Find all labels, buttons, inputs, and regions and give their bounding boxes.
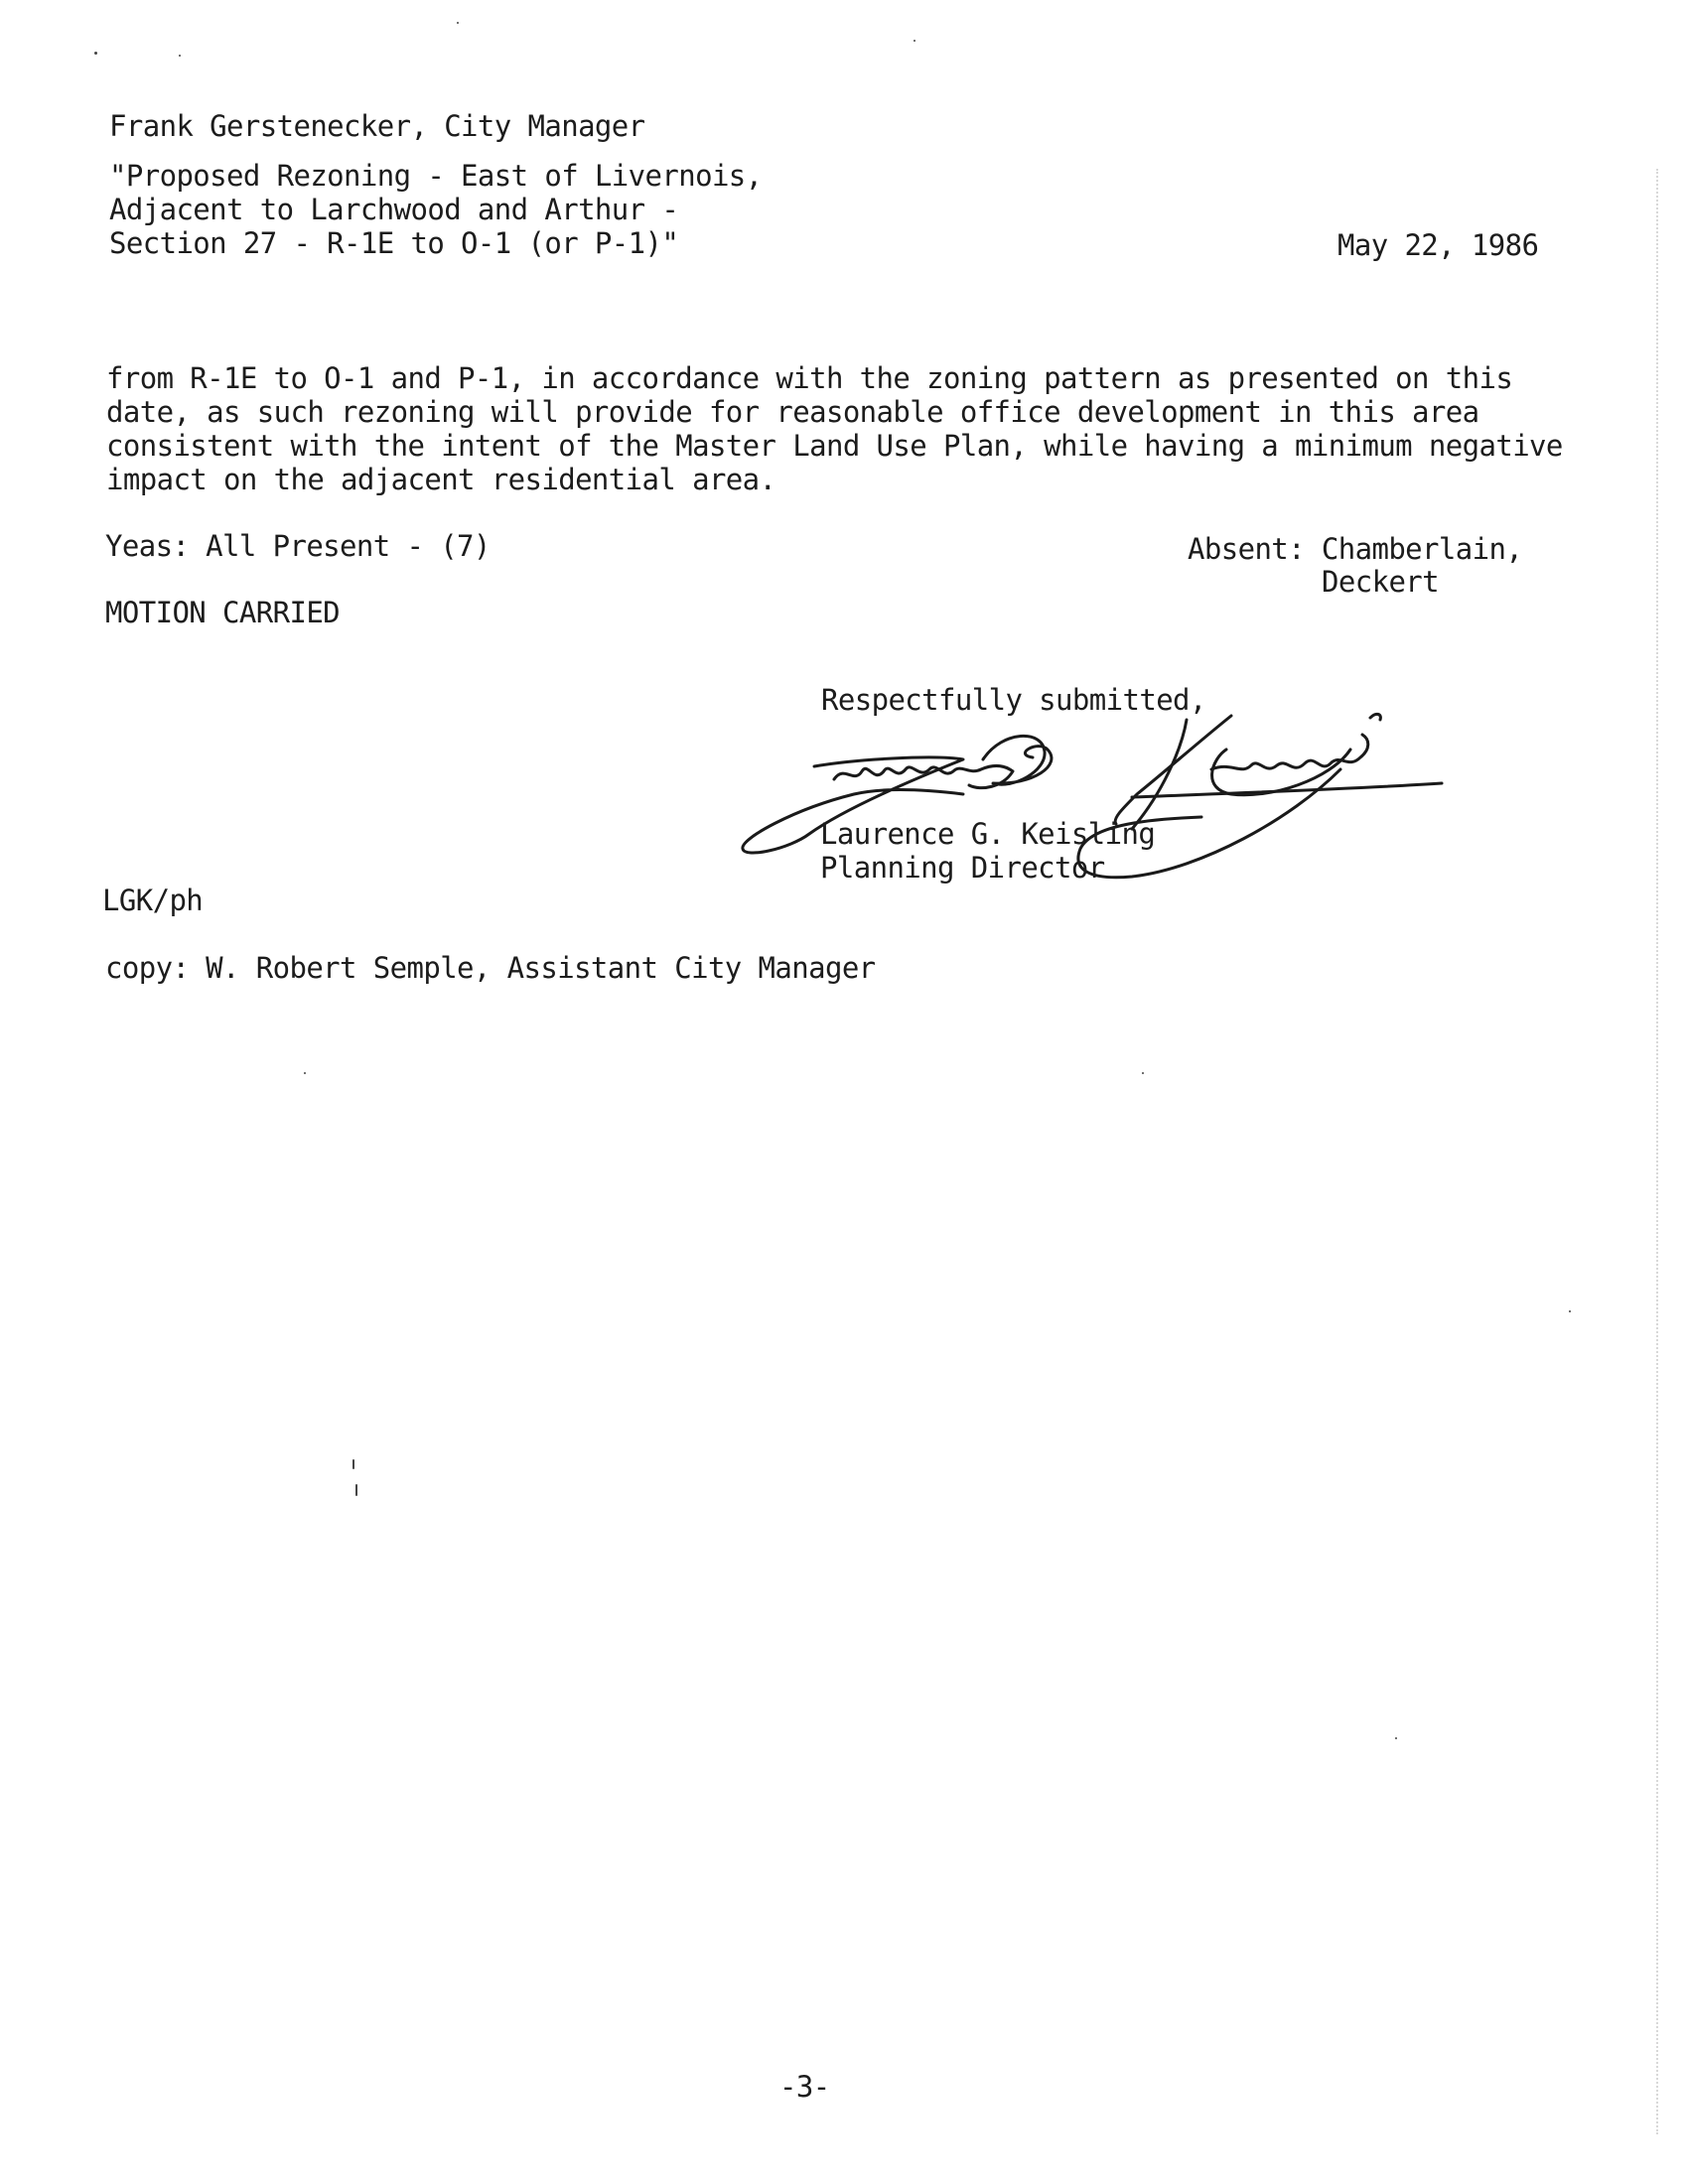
subject-line-1: "Proposed Rezoning - East of Livernois, [109, 159, 763, 193]
scan-speck [914, 40, 915, 42]
body-line-1: from R-1E to O-1 and P-1, in accordance with the zoning pattern as presented on this [106, 361, 1513, 395]
subject-block [109, 159, 763, 260]
typist-initials: LGK/ph [102, 884, 204, 917]
scan-speck [1142, 1072, 1144, 1074]
letter-date: May 22, 1986 [1337, 228, 1539, 262]
motion-result: MOTION CARRIED [105, 596, 341, 629]
copy-line: copy: W. Robert Semple, Assistant City Manager [105, 951, 876, 985]
signer-name: Laurence G. Keisling [820, 817, 1156, 851]
body-line-3: consistent with the intent of the Master Land Use Plan, while having a minimum negative [106, 429, 1563, 463]
scan-speck [94, 52, 97, 55]
body-line-4: impact on the adjacent residential area. [106, 463, 776, 496]
scan-speck [355, 1484, 357, 1496]
page-number: -3- [779, 2070, 830, 2104]
handwritten-signature [735, 700, 1450, 918]
signer-title: Planning Director [820, 851, 1105, 885]
yeas-line: Yeas: All Present - (7) [105, 529, 491, 563]
scan-edge-rule [1656, 169, 1658, 2134]
body-line-2: date, as such rezoning will provide for reasonable office development in this area [106, 395, 1479, 429]
absent-line-2: Deckert [1322, 565, 1440, 599]
closing-salutation: Respectfully submitted, [821, 683, 1206, 717]
scan-speck [1395, 1737, 1397, 1739]
scan-speck [304, 1072, 306, 1074]
scan-speck [179, 55, 181, 57]
body-paragraph [106, 361, 1563, 496]
scan-speck [352, 1459, 354, 1469]
subject-line-2: Adjacent to Larchwood and Arthur - [109, 193, 679, 226]
recipient-line: Frank Gerstenecker, City Manager [109, 109, 645, 143]
scan-speck [457, 22, 459, 24]
absent-line-1: Absent: Chamberlain, [1188, 532, 1523, 566]
scan-speck [1569, 1310, 1571, 1312]
subject-line-3: Section 27 - R-1E to O-1 (or P-1)" [109, 226, 679, 260]
